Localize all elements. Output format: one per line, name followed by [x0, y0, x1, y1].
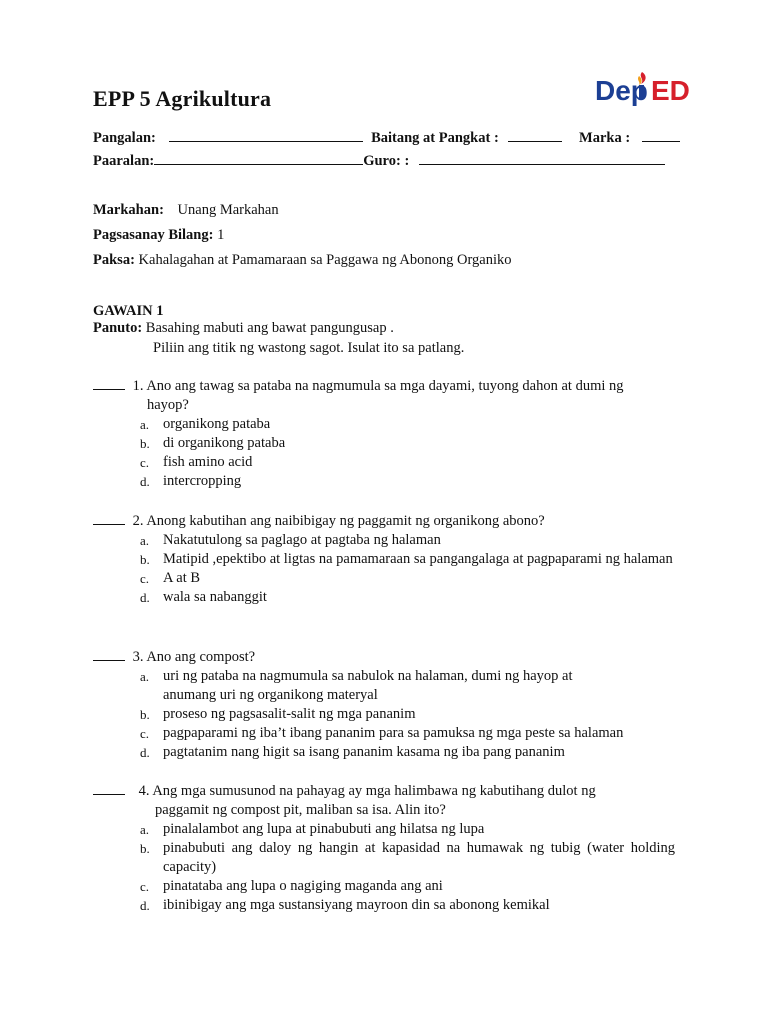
option-b[interactable] [93, 550, 675, 569]
markahan-row [93, 202, 279, 219]
question-2 [93, 511, 675, 607]
option-letter: d. [140, 474, 150, 489]
logo-text-ed: ED [651, 75, 690, 106]
option-text: ibinibigay ang mga sustansiyang mayroon din sa abonong kemikal [163, 897, 550, 913]
option-text: organikong pataba [163, 416, 271, 432]
question-stem [93, 781, 675, 801]
question-text: Anong kabutihan ang naibibigay ng paggamit ng organikong abono? [146, 513, 545, 529]
option-text: pinalalambot ang lupa at pinabubuti ang hilatsa ng lupa [163, 821, 485, 837]
question-number: 1. [132, 378, 144, 394]
marka-label: Marka : [579, 130, 631, 146]
question-number: 4. [138, 783, 150, 799]
option-letter: a. [140, 822, 150, 837]
guro-field[interactable] [419, 151, 665, 165]
option-a[interactable] [93, 531, 675, 550]
option-letter: b. [140, 552, 150, 567]
panuto-label: Panuto: [93, 320, 143, 336]
bilang-value: 1 [217, 227, 225, 243]
markahan-value: Unang Markahan [177, 202, 279, 218]
option-text: wala sa nabanggit [163, 589, 267, 605]
option-text: pagpaparami ng iba’t ibang pananim para sa pamuksa ng mga peste sa halaman [163, 725, 624, 741]
question-number: 2. [132, 513, 144, 529]
question-3 [93, 647, 675, 762]
paksa-label: Paksa: [93, 252, 135, 268]
baitang-field[interactable] [508, 128, 562, 142]
option-b[interactable] [93, 705, 675, 724]
student-info-row-1 [93, 128, 680, 147]
option-letter: c. [140, 571, 150, 586]
answer-blank[interactable] [93, 781, 125, 795]
option-text-cont: anumang uri ng organikong materyal [163, 687, 378, 703]
option-text: proseso ng pagsasalit-salit ng mga pananim [163, 706, 416, 722]
option-text: di organikong pataba [163, 435, 286, 451]
option-c[interactable] [93, 453, 675, 472]
panuto-row [93, 320, 394, 337]
option-d[interactable] [93, 472, 675, 491]
option-text: A at B [163, 570, 201, 586]
guro-label: Guro: : [363, 153, 410, 169]
question-text: Ang mga sumusunod na pahayag ay mga halimbawa ng kabutihang dulot ng [152, 783, 596, 799]
panuto-line-1: Basahing mabuti ang bawat pangungusap . [145, 320, 394, 336]
option-letter: b. [140, 436, 150, 451]
option-text: uri ng pataba na nagmumula sa nabulok na halaman, dumi ng hayop at [163, 668, 573, 684]
paksa-row [93, 252, 512, 269]
option-letter: d. [140, 898, 150, 913]
bilang-row [93, 227, 224, 244]
options-list [93, 820, 675, 915]
option-letter: d. [140, 745, 150, 760]
bilang-label: Pagsasanay Bilang: [93, 227, 214, 243]
option-b[interactable] [93, 839, 675, 877]
question-stem [93, 376, 675, 396]
options-list [93, 415, 675, 491]
option-c[interactable] [93, 877, 675, 896]
option-text: Nakatutulong sa paglago at pagtaba ng halaman [163, 532, 441, 548]
question-stem [93, 647, 675, 667]
option-text: pinabubuti ang daloy ng hangin at kapasidad na humawak ng tubig (water holding capacity) [163, 840, 675, 875]
marka-field[interactable] [642, 128, 680, 142]
baitang-label: Baitang at Pangkat : [371, 130, 499, 146]
answer-blank[interactable] [93, 376, 125, 390]
option-letter: a. [140, 669, 150, 684]
option-d[interactable] [93, 743, 675, 762]
options-list [93, 531, 675, 607]
question-text-cont: hayop? [147, 397, 189, 413]
option-letter: c. [140, 879, 150, 894]
student-info-row-2 [93, 151, 665, 170]
worksheet-title: EPP 5 Agrikultura [93, 86, 272, 111]
option-text: intercropping [163, 473, 242, 489]
option-text: pagtatanim nang higit sa isang pananim kasama ng iba pang pananim [163, 744, 565, 760]
option-letter: b. [140, 841, 150, 856]
panuto-line-2: Piliin ang titik ng wastong sagot. Isulat ito sa patlang. [153, 340, 465, 356]
paaralan-field[interactable] [154, 151, 363, 165]
options-list [93, 667, 675, 762]
paksa-value: Kahalagahan at Pamamaraan sa Paggawa ng Abonong Organiko [138, 252, 512, 268]
logo-text-dep: Dep [595, 75, 648, 106]
question-number: 3. [132, 649, 144, 665]
option-letter: a. [140, 417, 150, 432]
question-text: Ano ang compost? [146, 649, 256, 665]
option-d[interactable] [93, 896, 675, 915]
option-letter: a. [140, 533, 150, 548]
option-letter: c. [140, 726, 150, 741]
deped-logo [595, 66, 705, 108]
option-a[interactable] [93, 415, 675, 434]
question-text: Ano ang tawag sa pataba na nagmumula sa mga dayami, tuyong dahon at dumi ng [146, 378, 624, 394]
option-b[interactable] [93, 434, 675, 453]
answer-blank[interactable] [93, 647, 125, 661]
option-a[interactable] [93, 820, 675, 839]
option-letter: b. [140, 707, 150, 722]
question-text-cont: paggamit ng compost pit, maliban sa isa. Alin ito? [155, 802, 446, 818]
question-1 [93, 376, 675, 491]
gawain-title: GAWAIN 1 [93, 303, 164, 319]
option-d[interactable] [93, 588, 675, 607]
option-text: pinatataba ang lupa o nagiging maganda ang ani [163, 878, 443, 894]
question-4 [93, 781, 675, 915]
option-a[interactable] [93, 667, 675, 705]
pangalan-label: Pangalan: [93, 130, 156, 146]
paaralan-label: Paaralan: [93, 153, 155, 169]
question-stem [93, 511, 675, 531]
option-letter: c. [140, 455, 150, 470]
option-text: Matipid ,epektibo at ligtas na pamamaraan sa pangangalaga at pagpaparami ng halaman [163, 551, 673, 567]
option-letter: d. [140, 590, 150, 605]
option-text: fish amino acid [163, 454, 253, 470]
markahan-label: Markahan: [93, 202, 164, 218]
option-c[interactable] [93, 569, 675, 588]
option-c[interactable] [93, 724, 675, 743]
answer-blank[interactable] [93, 511, 125, 525]
pangalan-field[interactable] [169, 128, 363, 142]
